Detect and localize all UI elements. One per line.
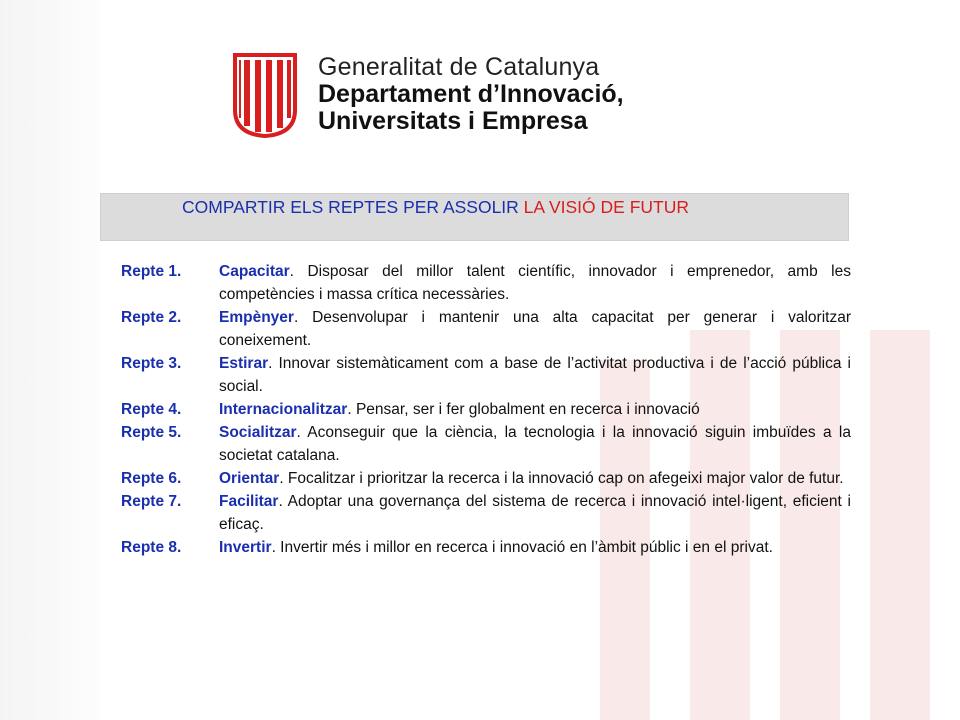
- repte-text: . Focalitzar i prioritzar la recerca i la innovació cap on afegeixi major valor de futur.: [279, 470, 844, 487]
- repte-keyword: Invertir: [219, 539, 272, 556]
- repte-content: [219, 536, 851, 559]
- repte-keyword: Capacitar: [219, 263, 290, 280]
- page-title: [182, 197, 689, 218]
- watermark-stripe: [870, 330, 930, 720]
- repte-text: . Innovar sistemàticament com a base de l’activitat productiva i de l’acció pública i social.: [219, 355, 851, 395]
- title-accent: LA VISIÓ DE FUTUR: [523, 197, 689, 217]
- repte-text: . Desenvolupar i mantenir una alta capacitat per generar i valoritzar coneixement.: [219, 309, 851, 349]
- org-name: Generalitat de Catalunya: [318, 53, 600, 81]
- repte-content: [219, 421, 851, 467]
- repte-keyword: Internacionalitzar: [219, 401, 348, 418]
- repte-content: [219, 398, 851, 421]
- repte-content: [219, 490, 851, 536]
- repte-text: . Pensar, ser i fer globalment en recerca i innovació: [347, 401, 700, 418]
- repte-text: . Aconseguir que la ciència, la tecnologia i la innovació siguin imbuïdes a la societat catalana.: [219, 424, 851, 464]
- repte-label: Repte 4.: [121, 401, 182, 418]
- list-item: [121, 467, 851, 490]
- list-item: [121, 306, 851, 352]
- repte-label: Repte 6.: [121, 470, 182, 487]
- repte-text: . Invertir més i millor en recerca i innovació en l’àmbit públic i en el privat.: [271, 539, 773, 556]
- repte-content: [219, 352, 851, 398]
- repte-label: Repte 2.: [121, 309, 182, 326]
- repte-list: [121, 260, 851, 559]
- list-item: [121, 398, 851, 421]
- repte-text: . Disposar del millor talent científic, innovador i emprenedor, amb les competències i massa crítica necessàries.: [219, 263, 851, 303]
- department-name: Departament d’Innovació,: [318, 80, 624, 108]
- repte-label: Repte 8.: [121, 539, 182, 556]
- repte-keyword: Orientar: [219, 470, 280, 487]
- repte-label: Repte 3.: [121, 355, 182, 372]
- list-item: [121, 352, 851, 398]
- department-name-cont: Universitats i Empresa: [318, 107, 588, 135]
- repte-keyword: Empènyer: [219, 309, 294, 326]
- list-item: [121, 260, 851, 306]
- repte-label: Repte 1.: [121, 263, 182, 280]
- repte-keyword: Facilitar: [219, 493, 279, 510]
- title-main: COMPARTIR ELS REPTES PER ASSOLIR: [182, 197, 524, 217]
- repte-content: [219, 306, 851, 352]
- catalan-shield-icon: [232, 52, 298, 138]
- list-item: [121, 536, 851, 559]
- list-item: [121, 490, 851, 536]
- title-bar: [100, 193, 849, 241]
- watermark-left-band: [0, 0, 100, 720]
- list-item: [121, 421, 851, 467]
- repte-content: [219, 260, 851, 306]
- repte-keyword: Estirar: [219, 355, 269, 372]
- repte-keyword: Socialitzar: [219, 424, 297, 441]
- repte-content: [219, 467, 851, 490]
- repte-label: Repte 5.: [121, 424, 182, 441]
- repte-label: Repte 7.: [121, 493, 182, 510]
- generalitat-logo: [232, 52, 624, 138]
- repte-text: . Adoptar una governança del sistema de recerca i innovació intel·ligent, eficient i eficaç.: [219, 493, 851, 533]
